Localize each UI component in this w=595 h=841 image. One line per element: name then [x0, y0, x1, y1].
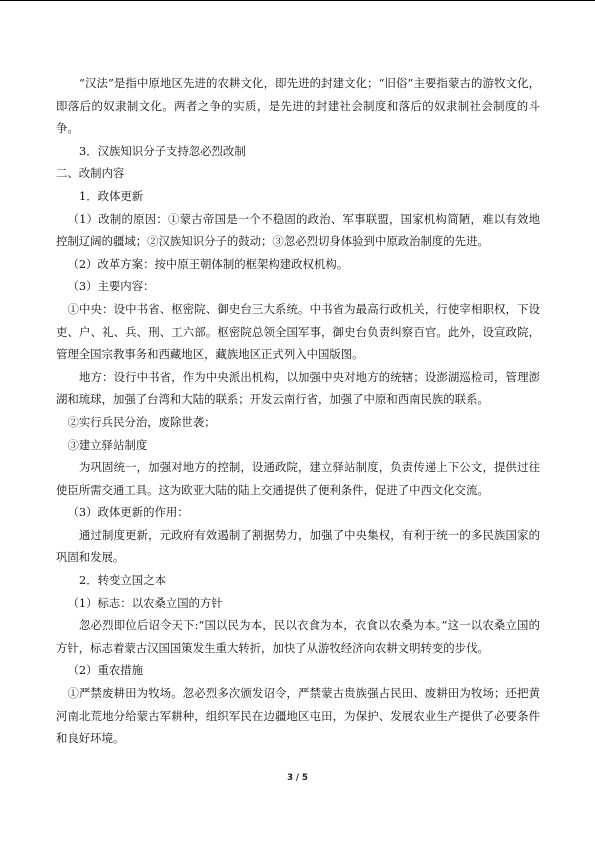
paragraph-hanfa-definition: “汉法”是指中原地区先进的农耕文化，即先进的封建文化；“旧俗”主要指蒙古的游牧文化，即落后的奴隶制文化。两者之争的实质，是先进的封建社会制度和落后的奴隶制社会制度的斗争。 [56, 76, 540, 136]
paragraph-reform-reasons: （1）改制的原因：①蒙古帝国是一个不稳固的政治、军事联盟，国家机构简陋，难以有效地控制辽阔的疆域；②汉族知识分子的鼓动；③忽必烈切身体验到中原政治制度的先进。 [56, 211, 540, 249]
paragraph-agriculture-policy-label: （1）标志：以农桑立国的方针 [67, 595, 223, 610]
paragraph-farmland-protection: ①严禁废耕田为牧场。忽必烈多次颁发诏令，严禁蒙古贵族强占民田、废耕田为牧场；还把黄河南北荒地分给蒙古军耕种，组织军民在边疆地区屯田，为保护、发展农业生产提供了必要条件和良好环境。 [56, 686, 540, 746]
subheading-polity-update: 1．政体更新 [79, 188, 144, 203]
paragraph-main-content-label: （3）主要内容： [67, 279, 155, 294]
paragraph-post-station-heading: ③建立驿站制度 [67, 437, 148, 452]
heading-point-3: 3．汉族知识分子支持忽必烈改制 [79, 143, 246, 158]
paragraph-agriculture-measures-label: （2）重农措施 [67, 663, 144, 678]
document-body [56, 72, 540, 750]
paragraph-military-civil-separation: ②实行兵民分治，废除世袭； [67, 414, 216, 429]
paragraph-post-station-system: 为巩固统一，加强对地方的控制，设通政院，建立驿站制度，负责传递上下公文，提供过往使臣所需交通工具。这为欧亚大陆的陆上交通提供了便利条件，促进了中西文化交流。 [56, 460, 540, 497]
section-heading-reform-content: 二、改制内容 [56, 166, 125, 181]
header-rule [0, 0, 595, 1]
paragraph-polity-effect: 通过制度更新，元政府有效遏制了割据势力，加强了中央集权，有利于统一的多民族国家的巩固和发展。 [56, 527, 540, 565]
paragraph-reform-plan: （2）改革方案：按中原王朝体制的框架构建政权机构。 [67, 256, 349, 271]
paragraph-central-government: ①中央：设中书省、枢密院、御史台三大系统。中书省为最高行政机关，行使宰相职权，下设吏、户、礼、兵、刑、工六部。枢密院总领全国军事，御史台负责纠察百官。此外，设宣政院，管理全国宗教事务和西藏地区，藏族地区正式列入中国版图。 [56, 301, 540, 362]
paragraph-local-government: 地方：设行中书省，作为中央派出机构，以加强中央对地方的统辖；设澎湖巡检司，管理澎湖和琉球，加强了台湾和大陆的联系；开发云南行省，加强了中原和西南民族的联系。 [56, 369, 540, 407]
subheading-national-foundation: 2．转变立国之本 [79, 573, 166, 588]
page-number: 3 / 5 [287, 773, 308, 783]
paragraph-polity-effect-label: （3）政体更新的作用： [67, 505, 189, 520]
paragraph-edict: 忽必烈即位后诏令天下:“国以民为本，民以衣食为本，衣食以农桑为本。”这一以农桑立国的方针，标志着蒙古汉国国策发生重大转折，加快了从游牧经济向农耕文明转变的步伐。 [56, 618, 540, 655]
